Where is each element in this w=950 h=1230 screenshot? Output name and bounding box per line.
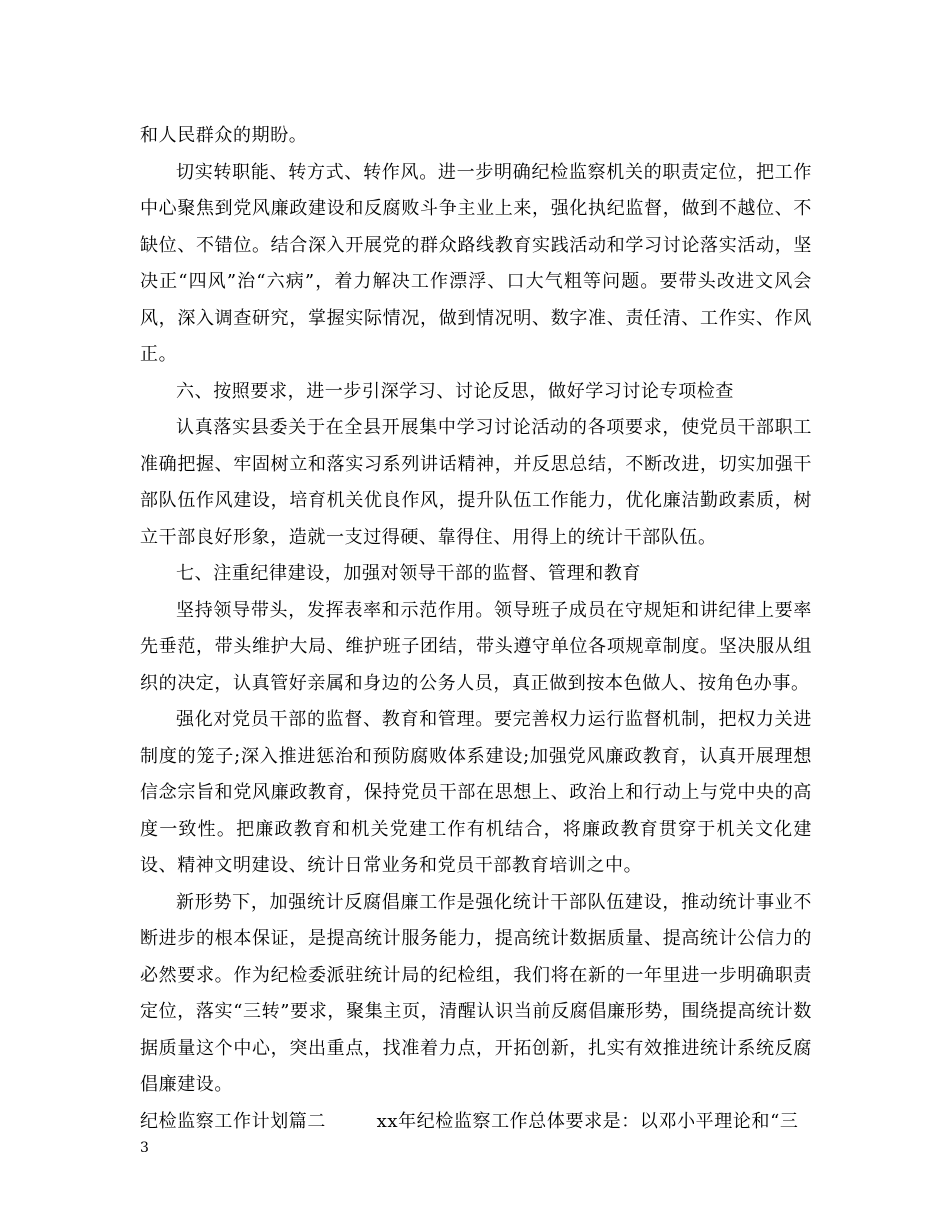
paragraph-supervision: 强化对党员干部的监督、教育和管理。要完善权力运行监督机制，把权力关进制度的笼子;深入推进惩治和预防腐败体系建设;加强党风廉政教育，认真开展理想信念宗旨和党风廉政教育，保持党员干部在思想上、政治上和行动上与党中央的高度一致性。把廉政教育和机关党建工作有机结合，将廉政教育贯穿于机关文化建设、精神文明建设、统计日常业务和党员干部教育培训之中。 <box>140 709 812 876</box>
paragraph-leadership: 坚持领导带头，发挥表率和示范作用。领导班子成员在守规矩和讲纪律上要率先垂范，带头维护大局、维护班子团结，带头遵守单位各项规章制度。坚决服从组织的决定，认真管好亲属和身边的公务人员，真正做到按本色做人、按角色办事。 <box>140 599 812 694</box>
paragraph-new-situation: 新形势下，加强统计反腐倡廉工作是强化统计干部队伍建设，推动统计事业不断进步的根本保证，是提高统计服务能力，提高统计数据质量、提高统计公信力的必然要求。作为纪检委派驻统计局的纪检组，我们将在新的一年里进一步明确职责定位，落实“三转”要求，聚集主页，清醒认识当前反腐倡廉形势，围绕提高统计数据质量这个中心，突出重点，找准着力点，开拓创新，扎实有效推进统计系统反腐倡廉建设。 <box>140 891 812 1095</box>
paragraph-continuation: 和人民群众的期盼。 <box>140 125 308 146</box>
body-text <box>140 118 812 1140</box>
paragraph-plan-part-two: 纪检监察工作计划篇二 xx年纪检监察工作总体要求是：以邓小平理论和“三 <box>140 1110 799 1132</box>
section-heading-seven: 七、注重纪律建设，加强对领导干部的监督、管理和教育 <box>176 563 641 584</box>
section-heading-six: 六、按照要求，进一步引深学习、讨论反思，做好学习讨论专项检查 <box>176 380 734 402</box>
page-number: 3 <box>140 1140 149 1156</box>
paragraph-study-discussion: 认真落实县委关于在全县开展集中学习讨论活动的各项要求，使党员干部职工准确把握、牢固树立和落实习系列讲话精神，并反思总结，不断改进，切实加强干部队伍作风建设，培育机关优良作风，提升队伍工作能力，优化廉洁勤政素质，树立干部良好形象，造就一支过得硬、靠得住、用得上的统计干部队伍。 <box>140 417 812 548</box>
paragraph-function-shift: 切实转职能、转方式、转作风。进一步明确纪检监察机关的职责定位，把工作中心聚焦到党风廉政建设和反腐败斗争主业上来，强化执纪监督，做到不越位、不缺位、不错位。结合深入开展党的群众路线教育实践活动和学习讨论落实活动，坚决正“四风”治“六病”，着力解决工作漂浮、口大气粗等问题。要带头改进文风会风，深入调查研究，掌握实际情况，做到情况明、数字准、责任清、工作实、作风正。 <box>140 161 812 365</box>
